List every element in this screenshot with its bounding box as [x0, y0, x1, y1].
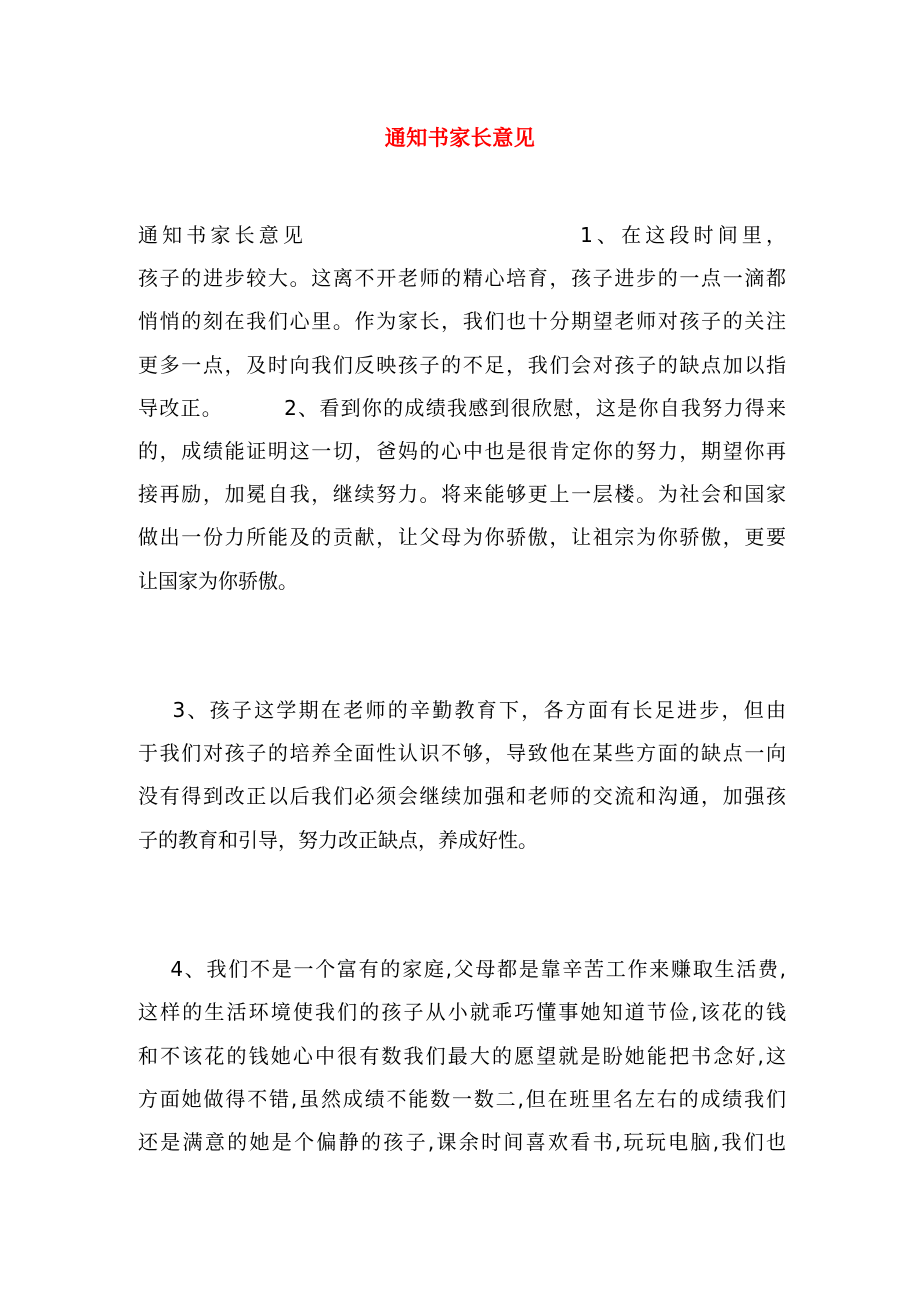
body-line: 更多一点，及时向我们反映孩子的不足，我们会对孩子的缺点加以指 — [138, 352, 786, 377]
body-line: 这样的生活环境使我们的孩子从小就乖巧懂事她知道节俭,该花的钱 — [138, 1000, 786, 1025]
body-line: 方面她做得不错,虽然成绩不能数一数二,但在班里名左右的成绩我们 — [138, 1086, 786, 1111]
document-body — [138, 214, 786, 1164]
body-line: 导改正。 2、看到你的成绩我感到很欣慰，这是你自我努力得来 — [138, 395, 786, 420]
paragraph-gap — [138, 862, 786, 905]
paragraph-gap — [138, 646, 786, 689]
body-line: 和不该花的钱她心中很有数我们最大的愿望就是盼她能把书念好,这 — [138, 1043, 786, 1068]
body-line: 4、我们不是一个富有的家庭,父母都是靠辛苦工作来赚取生活费, — [138, 957, 786, 982]
body-line: 子的教育和引导，努力改正缺点，养成好性。 — [138, 827, 538, 852]
body-line: 还是满意的她是个偏静的孩子,课余时间喜欢看书,玩玩电脑,我们也 — [138, 1129, 786, 1154]
body-line: 让国家为你骄傲。 — [138, 568, 298, 593]
body-line: 3、孩子这学期在老师的辛勤教育下，各方面有长足进步，但由 — [138, 698, 786, 723]
body-line: 通知书家长意见 1、在这段时间里， — [138, 223, 786, 247]
body-line: 于我们对孩子的培养全面性认识不够，导致他在某些方面的缺点一向 — [138, 741, 786, 766]
body-line: 做出一份力所能及的贡献，让父母为你骄傲，让祖宗为你骄傲，更要 — [138, 525, 786, 550]
body-line: 接再励，加冕自我，继续努力。将来能够更上一层楼。为社会和国家 — [138, 482, 786, 507]
body-line: 悄悄的刻在我们心里。作为家长，我们也十分期望老师对孩子的关注 — [138, 309, 786, 334]
document-title: 通知书家长意见 — [384, 126, 536, 150]
body-line: 没有得到改正以后我们必须会继续加强和老师的交流和沟通，加强孩 — [138, 784, 786, 809]
paragraph-gap — [138, 905, 786, 948]
body-line: 的，成绩能证明这一切，爸妈的心中也是很肯定你的努力，期望你再 — [138, 438, 786, 463]
paragraph-gap — [138, 603, 786, 646]
body-line: 孩子的进步较大。这离不开老师的精心培育，孩子进步的一点一滴都 — [138, 266, 786, 291]
